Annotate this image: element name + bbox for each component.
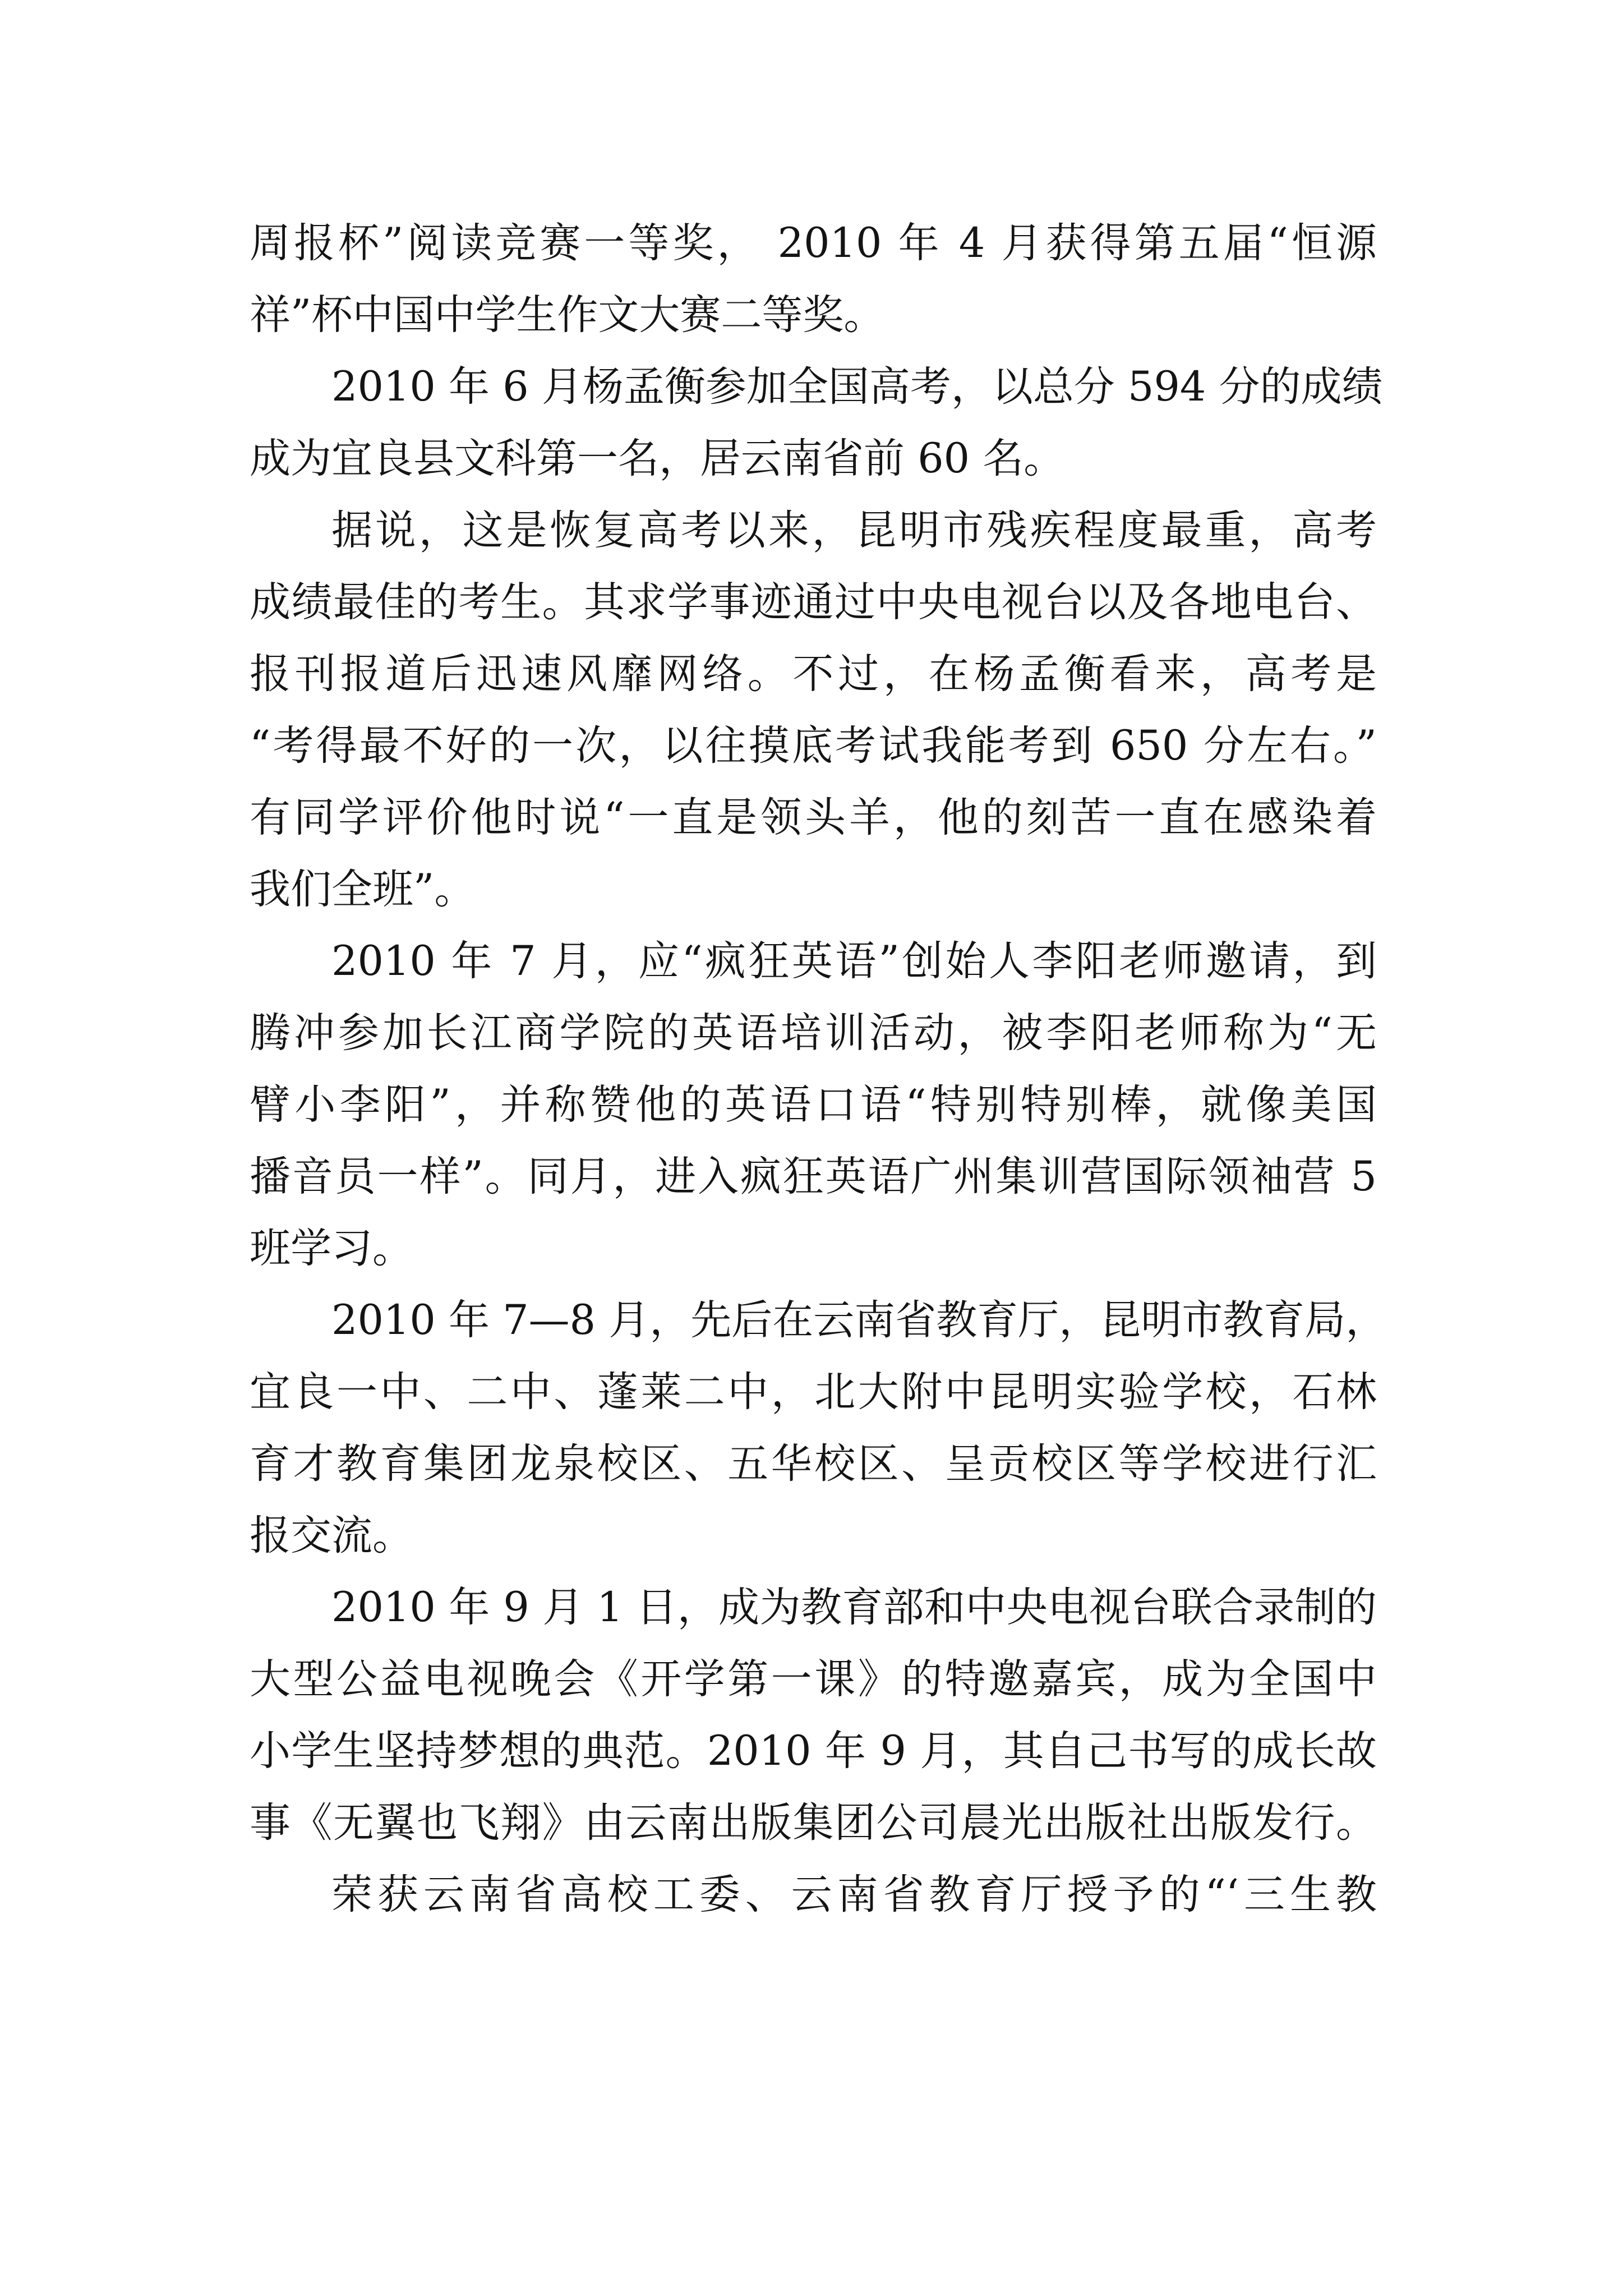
text-line: “考得最不好的一次，以往摸底考试我能考到 650 分左右。” bbox=[250, 722, 1377, 770]
text-line: 荣获云南省高校工委、云南省教育厅授予的“‘三生教 bbox=[331, 1871, 1377, 1918]
text-line: 报刊报道后迅速风靡网络。不过，在杨孟衡看来，高考是 bbox=[250, 650, 1377, 698]
text-line: 2010 年 7—8 月，先后在云南省教育厅，昆明市教育局， bbox=[331, 1296, 1387, 1344]
text-line: 2010 年 6 月杨孟衡参加全国高考，以总分 594 分的成绩 bbox=[331, 363, 1383, 411]
text-line: 班学习。 bbox=[250, 1225, 413, 1272]
text-line: 我们全班”。 bbox=[250, 866, 476, 913]
text-line: 臂小李阳”，并称赞他的英语口语“特别特别棒，就像美国 bbox=[250, 1081, 1377, 1129]
text-line: 腾冲参加长江商学院的英语培训活动，被李阳老师称为“无 bbox=[250, 1009, 1377, 1057]
text-line: 有同学评价他时说“一直是领头羊，他的刻苦一直在感染着 bbox=[250, 794, 1377, 841]
text-line: 祥”杯中国中学生作文大赛二等奖。 bbox=[250, 291, 885, 339]
text-line: 2010 年 9 月 1 日，成为教育部和中央电视台联合录制的 bbox=[331, 1584, 1377, 1631]
text-line: 成为宜良县文科第一名，居云南省前 60 名。 bbox=[250, 435, 1065, 482]
text-line: 周报杯”阅读竞赛一等奖， 2010 年 4 月获得第五届“恒源 bbox=[250, 219, 1377, 267]
document-body bbox=[250, 208, 1387, 1931]
text-line: 据说，这是恢复高考以来，昆明市残疾程度最重，高考 bbox=[331, 507, 1377, 554]
text-line: 大型公益电视晚会《开学第一课》的特邀嘉宾，成为全国中 bbox=[250, 1655, 1377, 1703]
text-line: 宜良一中、二中、蓬莱二中，北大附中昆明实验学校，石林 bbox=[250, 1368, 1377, 1416]
text-line: 播音员一样”。同月，进入疯狂英语广州集训营国际领袖营 5 bbox=[250, 1153, 1377, 1200]
text-line: 小学生坚持梦想的典范。2010 年 9 月，其自己书写的成长故 bbox=[250, 1727, 1377, 1775]
text-line: 成绩最佳的考生。其求学事迹通过中央电视台以及各地电台、 bbox=[250, 578, 1377, 626]
text-line: 报交流。 bbox=[250, 1512, 413, 1559]
text-line: 事《无翼也飞翔》由云南出版集团公司晨光出版社出版发行。 bbox=[250, 1799, 1377, 1847]
text-line: 育才教育集团龙泉校区、五华校区、呈贡校区等学校进行汇 bbox=[250, 1440, 1377, 1488]
text-line: 2010 年 7 月，应“疯狂英语”创始人李阳老师邀请，到 bbox=[331, 937, 1377, 985]
